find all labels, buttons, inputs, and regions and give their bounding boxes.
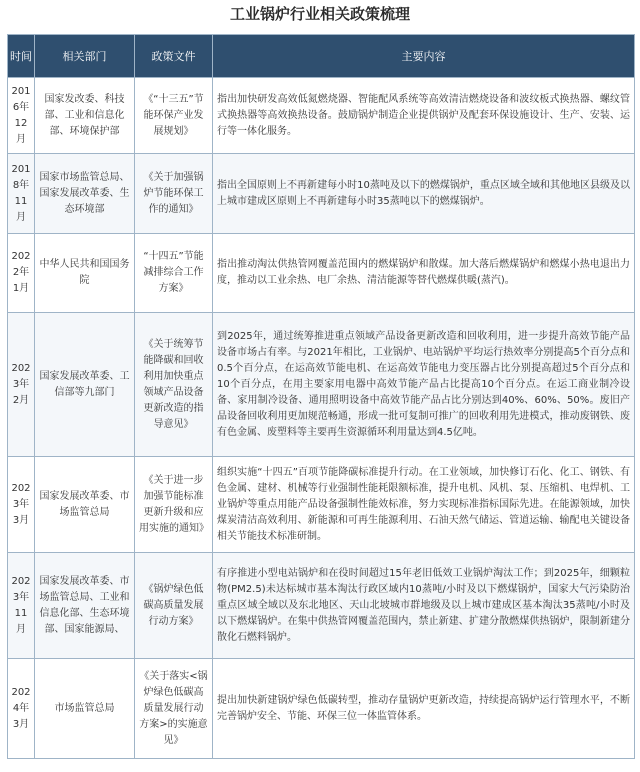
cell-time: 2023年2月 bbox=[8, 313, 35, 457]
cell-dept: 国家发改委、科技部、工业和信息化部、环境保护部 bbox=[35, 78, 135, 154]
cell-dept: 市场监管总局 bbox=[35, 659, 135, 759]
table-row bbox=[8, 154, 635, 234]
cell-doc: 《关于进一步加强节能标准更新升级和应用实施的通知》 bbox=[135, 457, 213, 553]
cell-content: 组织实施“十四五”百项节能降碳标准提升行动。在工业领域，加快修订石化、化工、钢铁、有色金属、建材、机械等行业强制性能耗限额标准，提升电机、风机、泵、压缩机、电焊机、工业锅炉等重点用能产品设备强制性能效标准，努力实现标准指标国际先进。在能源领域，加快煤炭清洁高效利用、新能源和可再生能源利用、石油天然气储运、管道运输、输配电关键设备相关节能技术标准研制。 bbox=[213, 457, 635, 553]
header-content: 主要内容 bbox=[213, 35, 635, 78]
table-row bbox=[8, 234, 635, 313]
cell-doc: “十四五”节能减排综合工作方案》 bbox=[135, 234, 213, 313]
cell-doc: 《关于落实<锅炉绿色低碳高质量发展行动方案>的实施意见》 bbox=[135, 659, 213, 759]
table-row bbox=[8, 78, 635, 154]
header-doc: 政策文件 bbox=[135, 35, 213, 78]
cell-dept: 中华人民共和国国务院 bbox=[35, 234, 135, 313]
header-time: 时间 bbox=[8, 35, 35, 78]
table-row bbox=[8, 659, 635, 759]
cell-content: 到2025年，通过统筹推进重点领域产品设备更新改造和回收利用，进一步提升高效节能产品设备市场占有率。与2021年相比，工业锅炉、电站锅炉平均运行热效率分别提高5个百分点和0.5个百分点，在运高效节能电机、在运高效节能电力变压器占比分别提高超过5个百分点和10个百分点，在用主要家用电器中高效节能产品占比提高10个百分点。在运工商业制冷设备、家用制冷设备、通用照明设备中高效节能产品占比分别达到40%、60%、50%。废旧产品设备回收利用更加规范畅通，形成一批可复制可推广的回收利用先进模式，推动废钢铁、废有色金属、废塑料等主要再生资源循环利用量达到4.5亿吨。 bbox=[213, 313, 635, 457]
cell-time: 2024年3月 bbox=[8, 659, 35, 759]
page-title: 工业锅炉行业相关政策梳理 bbox=[229, 5, 410, 23]
cell-time: 2018年11月 bbox=[8, 154, 35, 234]
cell-time: 2022年1月 bbox=[8, 234, 35, 313]
cell-doc: 《锅炉绿色低碳高质量发展行动方案》 bbox=[135, 553, 213, 659]
cell-content: 提出加快新建锅炉绿色低碳转型，推动存量锅炉更新改造，持续提高锅炉运行管理水平，不断完善锅炉安全、节能、环保三位一体监管体系。 bbox=[213, 659, 635, 759]
policy-table bbox=[7, 34, 635, 759]
cell-content: 有序推进小型电站锅炉和在役时间超过15年老旧低效工业锅炉淘汰工作；到2025年，细颗粒物(PM2.5)未达标城市基本淘汰行政区域内10蒸吨/小时及以下燃煤锅炉，国家大气污染防治重点区域全域以及东北地区、天山北坡城市群地级及以上城市建成区基本淘汰35蒸吨/小时及以下燃煤锅炉。在集中供热管网覆盖范围内，禁止新建、扩建分散燃煤供热锅炉，限制新建分散化石燃料锅炉。 bbox=[213, 553, 635, 659]
table-row bbox=[8, 553, 635, 659]
cell-dept: 国家市场监管总局、国家发展改革委、生态环境部 bbox=[35, 154, 135, 234]
cell-dept: 国家发展改革委、市场监管总局、工业和信息化部、生态环境部、国家能源局、 bbox=[35, 553, 135, 659]
cell-doc: 《“十三五”节能环保产业发展规划》 bbox=[135, 78, 213, 154]
table-row bbox=[8, 457, 635, 553]
cell-content: 指出推动淘汰供热管网覆盖范围内的燃煤锅炉和散煤。加大落后燃煤锅炉和燃煤小热电退出力度，推动以工业余热、电厂余热、清洁能源等替代燃煤供暖(蒸汽)。 bbox=[213, 234, 635, 313]
cell-time: 2023年11月 bbox=[8, 553, 35, 659]
cell-dept: 国家发展改革委、工信部等九部门 bbox=[35, 313, 135, 457]
table-row bbox=[8, 313, 635, 457]
cell-doc: 《关于统筹节能降碳和回收利用加快重点领域产品设备更新改造的指导意见》 bbox=[135, 313, 213, 457]
table-header-row bbox=[8, 35, 635, 78]
cell-time: 2016年12月 bbox=[8, 78, 35, 154]
cell-doc: 《关于加强锅炉节能环保工作的通知》 bbox=[135, 154, 213, 234]
header-dept: 相关部门 bbox=[35, 35, 135, 78]
cell-time: 2023年3月 bbox=[8, 457, 35, 553]
cell-content: 指出加快研发高效低氮燃烧器、智能配风系统等高效清洁燃烧设备和波纹板式换热器、螺纹管式换热器等高效换热设备。鼓励锅炉制造企业提供锅炉及配套环保设施设计、生产、安装、运行等一体化服务。 bbox=[213, 78, 635, 154]
cell-dept: 国家发展改革委、市场监管总局 bbox=[35, 457, 135, 553]
cell-content: 指出全国原则上不再新建每小时10蒸吨及以下的燃煤锅炉，重点区域全域和其他地区县级及以上城市建成区原则上不再新建每小时35蒸吨以下的燃煤锅炉。 bbox=[213, 154, 635, 234]
